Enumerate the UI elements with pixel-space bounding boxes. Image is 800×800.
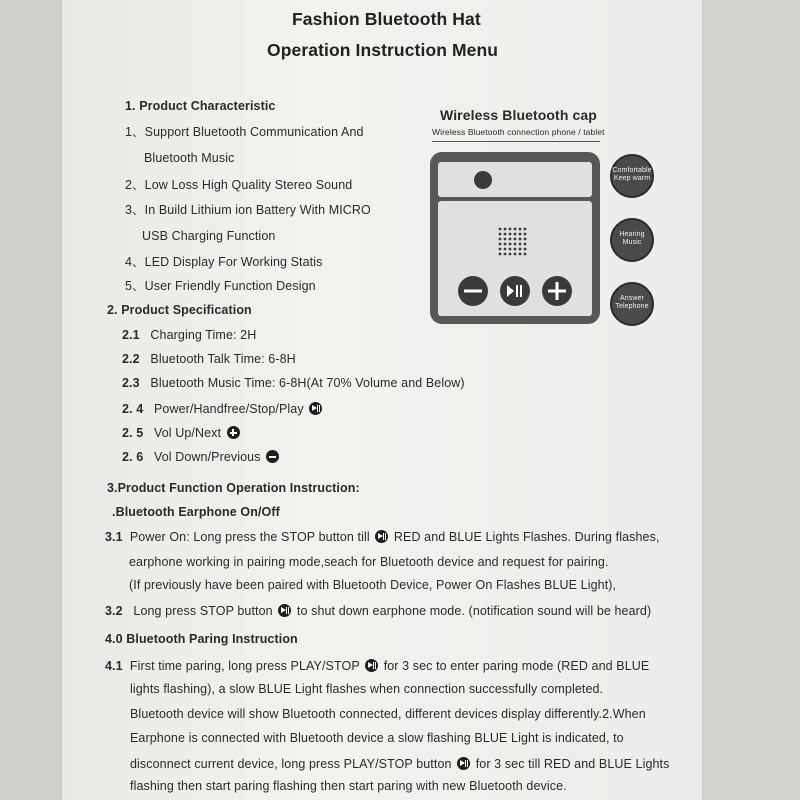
figure-subtitle: Wireless Bluetooth connection phone / tablet bbox=[432, 127, 605, 137]
badge-label-hearing-music: Hearing Music bbox=[619, 231, 645, 247]
paragraph-3-2: 3.2 Long press STOP button to shut down earphone mode. (notification sound will be heard) bbox=[105, 604, 652, 618]
figure-title: Wireless Bluetooth cap bbox=[440, 107, 597, 123]
play-pause-icon bbox=[278, 604, 291, 617]
play-pause-icon bbox=[365, 659, 378, 672]
paragraph-4-1-line-4: Earphone is connected with Bluetooth device a slow flashing BLUE Light is indicated, to bbox=[130, 731, 624, 745]
section-1-item-2: 2、Low Loss High Quality Stereo Sound bbox=[125, 178, 353, 192]
background-left bbox=[0, 0, 62, 800]
background-right bbox=[702, 0, 800, 800]
spec-row: 2.2 Bluetooth Talk Time: 6-8H bbox=[122, 352, 296, 366]
section-1-item-5: 5、User Friendly Function Design bbox=[125, 279, 316, 293]
spec-row: 2.1 Charging Time: 2H bbox=[122, 328, 257, 342]
device-top-panel bbox=[438, 162, 592, 197]
instruction-sheet bbox=[62, 0, 702, 800]
paragraph-4-1-line-1: 4.1 First time paring, long press PLAY/STOP for 3 sec to enter paring mode (RED and BLUE bbox=[105, 659, 650, 673]
paragraph-3-1-line-2: earphone working in pairing mode,seach for Bluetooth device and request for pairing. bbox=[129, 555, 609, 569]
section-3-subheading: .Bluetooth Earphone On/Off bbox=[112, 505, 280, 519]
minus-icon bbox=[266, 450, 279, 463]
spec-row: 2.3 Bluetooth Music Time: 6-8H(At 70% Volume and Below) bbox=[122, 376, 465, 390]
badge-label-answer-telephone: Answer Telephone bbox=[615, 295, 649, 311]
paragraph-4-1-line-2: lights flashing), a slow BLUE Light flashes when connection successfully completed. bbox=[130, 682, 604, 696]
badge-label-keep-warm: Comfortable Keep warm bbox=[612, 167, 652, 183]
cap-illustration bbox=[422, 104, 672, 334]
play-pause-icon bbox=[375, 530, 388, 543]
section-4-heading: 4.0 Bluetooth Paring Instruction bbox=[105, 632, 298, 646]
section-1-item-3: 3、In Build Lithium ion Battery With MICRO bbox=[125, 203, 371, 217]
spec-row: 2. 5 Vol Up/Next bbox=[122, 426, 242, 440]
section-1-item-3-cont: USB Charging Function bbox=[142, 229, 276, 243]
led-indicator bbox=[474, 171, 492, 189]
section-3-heading: 3.Product Function Operation Instruction: bbox=[107, 481, 360, 495]
spec-row: 2. 4 Power/Handfree/Stop/Play bbox=[122, 402, 324, 416]
section-1-item-1-cont: Bluetooth Music bbox=[144, 151, 235, 165]
play-pause-button bbox=[500, 276, 530, 306]
paragraph-3-1-line-3: (If previously have been paired with Bluetooth Device, Power On Flashes BLUE Light), bbox=[129, 578, 617, 592]
play-pause-icon bbox=[309, 402, 322, 415]
plus-icon bbox=[227, 426, 240, 439]
paragraph-4-1-line-3: Bluetooth device will show Bluetooth connected, different devices display differently.2.When bbox=[130, 707, 646, 721]
play-pause-icon bbox=[457, 757, 470, 770]
section-1-item-1: 1、Support Bluetooth Communication And bbox=[125, 125, 364, 139]
minus-button bbox=[458, 276, 488, 306]
title-line-2: Operation Instruction Menu bbox=[267, 40, 499, 60]
section-1-item-4: 4、LED Display For Working Statis bbox=[125, 255, 323, 269]
paragraph-4-1-line-6: flashing then start paring flashing then start paring with new Bluetooth device. bbox=[130, 779, 567, 793]
paragraph-3-1-line-1: 3.1 Power On: Long press the STOP button till RED and BLUE Lights Flashes. During flashes, bbox=[105, 530, 660, 544]
section-1-heading: 1. Product Characteristic bbox=[125, 99, 276, 113]
title-line-1: Fashion Bluetooth Hat bbox=[292, 9, 481, 29]
figure-divider bbox=[432, 141, 600, 142]
paragraph-4-1-line-5: disconnect current device, long press PLAY/STOP button for 3 sec till RED and BLUE Lights bbox=[130, 757, 670, 771]
plus-button bbox=[542, 276, 572, 306]
section-2-heading: 2. Product Specification bbox=[107, 303, 252, 317]
spec-row: 2. 6 Vol Down/Previous bbox=[122, 450, 281, 464]
